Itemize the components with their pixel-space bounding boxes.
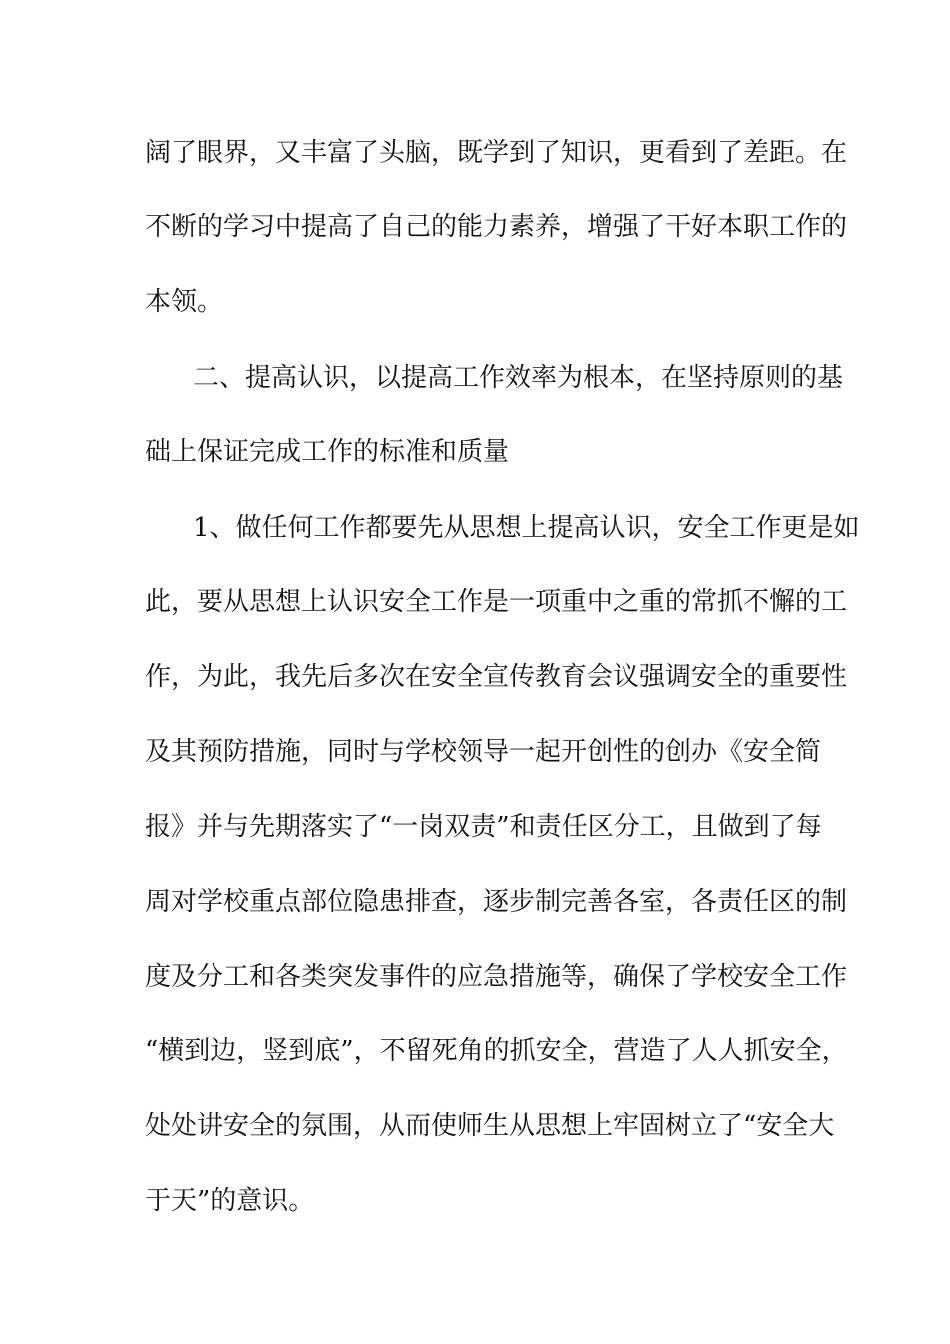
section-heading-line: 础上保证完成工作的标准和质量 xyxy=(145,437,510,467)
text-line: 本领。 xyxy=(145,287,224,317)
text-line: 阔了眼界，又丰富了头脑，既学到了知识，更看到了差距。在 xyxy=(145,138,848,168)
text-line: “横到边，竖到底”，不留死角的抓安全，营造了人人抓安全， xyxy=(145,1036,848,1066)
text-line: 处处讲安全的氛围，从而使师生从思想上牢固树立了“安全大 xyxy=(145,1111,835,1141)
text-line: 周对学校重点部位隐患排查，逐步制完善各室，各责任区的制 xyxy=(145,887,848,917)
text-line: 于天”的意识。 xyxy=(145,1186,315,1216)
text-line: 及其预防措施，同时与学校领导一起开创性的创办《安全简 xyxy=(145,737,822,767)
section-heading-line: 二、提高认识，以提高工作效率为根本，在坚持原则的基 xyxy=(193,363,844,393)
text-line: 作，为此，我先后多次在安全宣传教育会议强调安全的重要性 xyxy=(145,662,848,692)
text-line: 报》并与先期落实了“一岗双责”和责任区分工，且做到了每 xyxy=(145,812,822,842)
text-line: 此，要从思想上认识安全工作是一项重中之重的常抓不懈的工 xyxy=(145,587,848,617)
text-line: 1、做任何工作都要先从思想上提高认识，安全工作更是如 xyxy=(193,513,860,543)
text-line: 度及分工和各类突发事件的应急措施等，确保了学校安全工作 xyxy=(145,962,848,992)
text-line: 不断的学习中提高了自己的能力素养，增强了干好本职工作的 xyxy=(145,212,848,242)
